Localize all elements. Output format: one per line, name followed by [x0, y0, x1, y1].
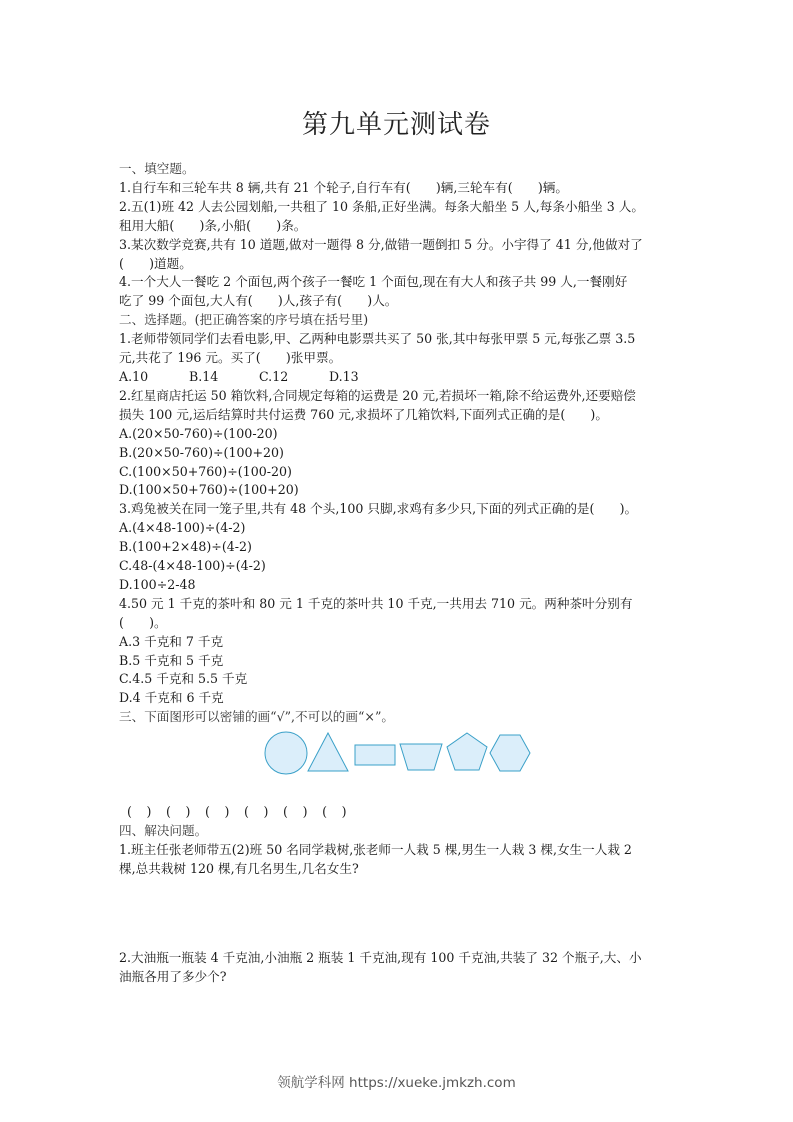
answer-blanks[interactable]: ( ) ( ) ( ) ( ) ( ) ( ) [127, 804, 348, 820]
circle-shape [265, 732, 307, 774]
choice-option: D.(100×50+760)÷(100+20) [119, 482, 299, 498]
rectangle-shape [355, 745, 395, 765]
question-text: ( )。 [119, 614, 167, 630]
choice-option: B.5 千克和 5 千克 [119, 652, 224, 668]
question-text: 元,共花了 196 元。买了( )张甲票。 [119, 350, 342, 366]
question-text: 2.大油瓶一瓶装 4 千克油,小油瓶 2 瓶装 1 千克油,现有 100 千克油,共装了 32 个瓶子,大、小 [119, 949, 642, 965]
question-text: 油瓶各用了多少个? [119, 968, 227, 984]
choice-option: A.10 [119, 368, 149, 384]
question-text: 4.一个大人一餐吃 2 个面包,两个孩子一餐吃 1 个面包,现在有大人和孩子共 99 人,一餐刚好 [119, 274, 628, 290]
question-text: 1.老师带领同学们去看电影,甲、乙两种电影票共买了 50 张,其中每张甲票 5 元,每张乙票 3.5 [119, 331, 636, 347]
choice-option: C.4.5 千克和 5.5 千克 [119, 671, 248, 687]
choice-option: D.100÷2-48 [119, 576, 196, 592]
choice-option: B.(20×50-760)÷(100+20) [119, 444, 284, 460]
question-text: 3.某次数学竞赛,共有 10 道题,做对一题得 8 分,做错一题倒扣 5 分。小宇得了 41 分,他做对了 [119, 236, 643, 252]
choice-option: D.13 [329, 368, 359, 384]
question-text: 4.50 元 1 千克的茶叶和 80 元 1 千克的茶叶共 10 千克,一共用去 710 元。两种茶叶分别有 [119, 595, 633, 611]
worksheet-body [119, 160, 674, 987]
choice-option: C.48-(4×48-100)÷(4-2) [119, 558, 266, 574]
section-heading-tiling: 三、下面图形可以密铺的画“√”,不可以的画“×”。 [119, 709, 395, 725]
choice-option: D.4 千克和 6 千克 [119, 690, 224, 706]
choice-option: C.12 [259, 368, 289, 384]
choice-option: A.(20×50-760)÷(100-20) [119, 425, 278, 441]
question-text: 吃了 99 个面包,大人有( )人,孩子有( )人。 [119, 293, 398, 309]
hexagon-shape [490, 735, 530, 771]
question-text: 损失 100 元,运后结算时共付运费 760 元,求损坏了几箱饮料,下面列式正确的是( )。 [119, 406, 608, 422]
question-text: 1.自行车和三轮车共 8 辆,共有 21 个轮子,自行车有( )辆,三轮车有( )辆。 [119, 179, 568, 195]
pentagon-shape [447, 733, 487, 770]
question-text: 2.五(1)班 42 人去公园划船,一共租了 10 条船,正好坐满。每条大船坐 5 人,每条小船坐 3 人。 [119, 198, 644, 214]
question-text: ( )道题。 [119, 255, 192, 271]
choice-option: A.3 千克和 7 千克 [119, 633, 224, 649]
section-heading-word-problems: 四、解决问题。 [119, 823, 208, 839]
answer-space[interactable] [119, 879, 674, 949]
choice-option: B.14 [189, 368, 219, 384]
choice-option: B.(100+2×48)÷(4-2) [119, 539, 252, 555]
choice-options-row [119, 368, 674, 387]
footer-watermark: 领航学科网 https://xueke.jmkzh.com [277, 1075, 516, 1091]
section-heading-choice: 二、选择题。(把正确答案的序号填在括号里) [119, 312, 369, 328]
question-text: 棵,总共栽树 120 棵,有几名男生,几名女生? [119, 860, 359, 876]
trapezoid-shape [400, 744, 442, 770]
choice-option: A.(4×48-100)÷(4-2) [119, 520, 246, 536]
question-text: 2.红星商店托运 50 箱饮料,合同规定每箱的运费是 20 元,若损坏一箱,除不给运费外,还要赔偿 [119, 387, 636, 403]
question-text: 3.鸡兔被关在同一笼子里,共有 48 个头,100 只脚,求鸡有多少只,下面的列式正确的是( )。 [119, 501, 638, 517]
triangle-shape [308, 733, 348, 771]
page-title: 第九单元测试卷 [301, 110, 491, 140]
question-text: 1.班主任张老师带五(2)班 50 名同学栽树,张老师一人栽 5 棵,男生一人栽 3 棵,女生一人栽 2 [119, 842, 632, 857]
question-text: 租用大船( )条,小船( )条。 [119, 217, 307, 233]
section-heading-fill-blank: 一、填空题。 [119, 161, 195, 176]
tiling-shapes [119, 729, 674, 789]
choice-option: C.(100×50+760)÷(100-20) [119, 463, 292, 479]
